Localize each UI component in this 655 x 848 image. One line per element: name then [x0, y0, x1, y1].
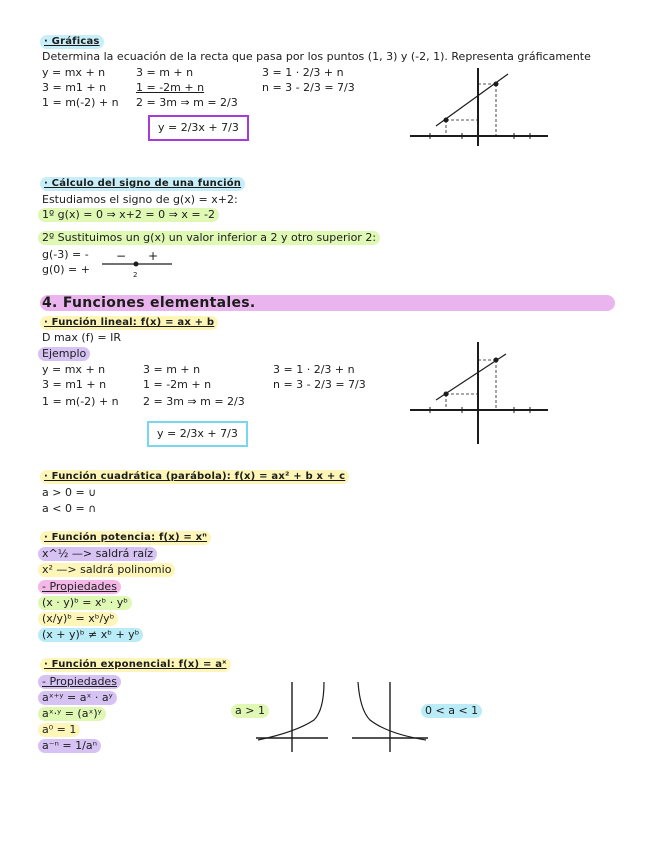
- exp-graph1-label: a > 1: [231, 704, 269, 718]
- potencia-prop2: (x/y)ᵇ = xᵇ/yᵇ: [38, 612, 118, 626]
- lineal-col1-line2: 3 = m1 + n: [42, 378, 107, 391]
- signo-eval1: g(-3) = -: [42, 248, 89, 261]
- section-heading-potencia: · Función potencia: f(x) = xⁿ: [40, 531, 211, 545]
- graficas-col2-line2: 1 = -2m + n: [136, 81, 205, 94]
- graficas-col3-line2: n = 3 - 2/3 = 7/3: [262, 81, 355, 94]
- graficas-problem: Determina la ecuación de la recta que pasa por los puntos (1, 3) y (-2, 1). Representa gráficamente: [42, 50, 591, 63]
- cuadratica-line2: a < 0 = ∩: [42, 502, 97, 515]
- exponencial-prop3: a⁰ = 1: [38, 723, 80, 737]
- section-heading-exponencial: · Función exponencial: f(x) = aˣ: [40, 658, 231, 672]
- graficas-col1-line2: 3 = m1 + n: [42, 81, 107, 94]
- graficas-line-graph: [410, 68, 550, 148]
- lineal-result-box: y = 2/3x + 7/3: [147, 421, 248, 447]
- graficas-col2-line1: 3 = m + n: [136, 66, 194, 79]
- sign-minus: −: [116, 249, 127, 263]
- lineal-line-graph: [410, 342, 550, 446]
- lineal-col3-line2: n = 3 - 2/3 = 7/3: [273, 378, 366, 391]
- exp-decay-graph: [352, 680, 430, 754]
- lineal-col1-line3: 1 = m(-2) + n: [42, 395, 119, 408]
- graficas-result-box: y = 2/3x + 7/3: [148, 115, 249, 141]
- exponencial-prop4: a⁻ⁿ = 1/aⁿ: [38, 739, 101, 753]
- graficas-col2-line3: 2 = 3m ⇒ m = 2/3: [136, 96, 238, 109]
- cuadratica-line1: a > 0 = ∪: [42, 486, 97, 499]
- signo-intro: Estudiamos el signo de g(x) = x+2:: [42, 193, 238, 206]
- exp-growth-graph: [256, 680, 330, 754]
- lineal-col2-line2: 1 = -2m + n: [143, 378, 212, 391]
- lineal-col3-line1: 3 = 1 · 2/3 + n: [273, 363, 355, 376]
- lineal-col2-line3: 2 = 3m ⇒ m = 2/3: [143, 395, 245, 408]
- potencia-prop3: (x + y)ᵇ ≠ xᵇ + yᵇ: [38, 628, 143, 642]
- section-heading-cuadratica: · Función cuadrática (parábola): f(x) = ax² + b x + c: [40, 470, 349, 484]
- lineal-col1-line1: y = mx + n: [42, 363, 106, 376]
- lineal-example-label: Ejemplo: [38, 347, 90, 361]
- sign-point-label: 2: [133, 271, 138, 279]
- graficas-col1-line1: y = mx + n: [42, 66, 106, 79]
- graficas-col1-line3: 1 = m(-2) + n: [42, 96, 119, 109]
- signo-step1: 1º g(x) = 0 ⇒ x+2 = 0 ⇒ x = -2: [38, 208, 219, 222]
- exponencial-prop2: aˣ·ʸ = (aˣ)ʸ: [38, 707, 106, 721]
- exponencial-prop1: aˣ⁺ʸ = aˣ · aʸ: [38, 691, 117, 705]
- potencia-prop1: (x · y)ᵇ = xᵇ · yᵇ: [38, 596, 132, 610]
- signo-step2: 2º Sustituimos un g(x) un valor inferior a 2 y otro superior 2:: [38, 231, 380, 245]
- graficas-col3-line1: 3 = 1 · 2/3 + n: [262, 66, 344, 79]
- section-heading-graficas: · Gráficas: [40, 35, 104, 49]
- exponencial-props-label: - Propiedades: [38, 675, 121, 689]
- section-heading-lineal: · Función lineal: f(x) = ax + b: [40, 316, 218, 330]
- sign-number-line: [102, 256, 174, 276]
- section-heading-signo: · Cálculo del signo de una función: [40, 177, 245, 191]
- lineal-col2-line1: 3 = m + n: [143, 363, 201, 376]
- signo-eval2: g(0) = +: [42, 263, 90, 276]
- section-4-title: 4. Funciones elementales.: [42, 295, 256, 311]
- exp-graph2-label: 0 < a < 1: [421, 704, 482, 718]
- sign-plus: +: [148, 249, 159, 263]
- potencia-props-label: - Propiedades: [38, 580, 121, 594]
- potencia-line2: x² —> saldrá polinomio: [38, 563, 175, 577]
- potencia-line1: x^½ —> saldrá raíz: [38, 547, 157, 561]
- lineal-domain: D max (f) = IR: [42, 331, 121, 344]
